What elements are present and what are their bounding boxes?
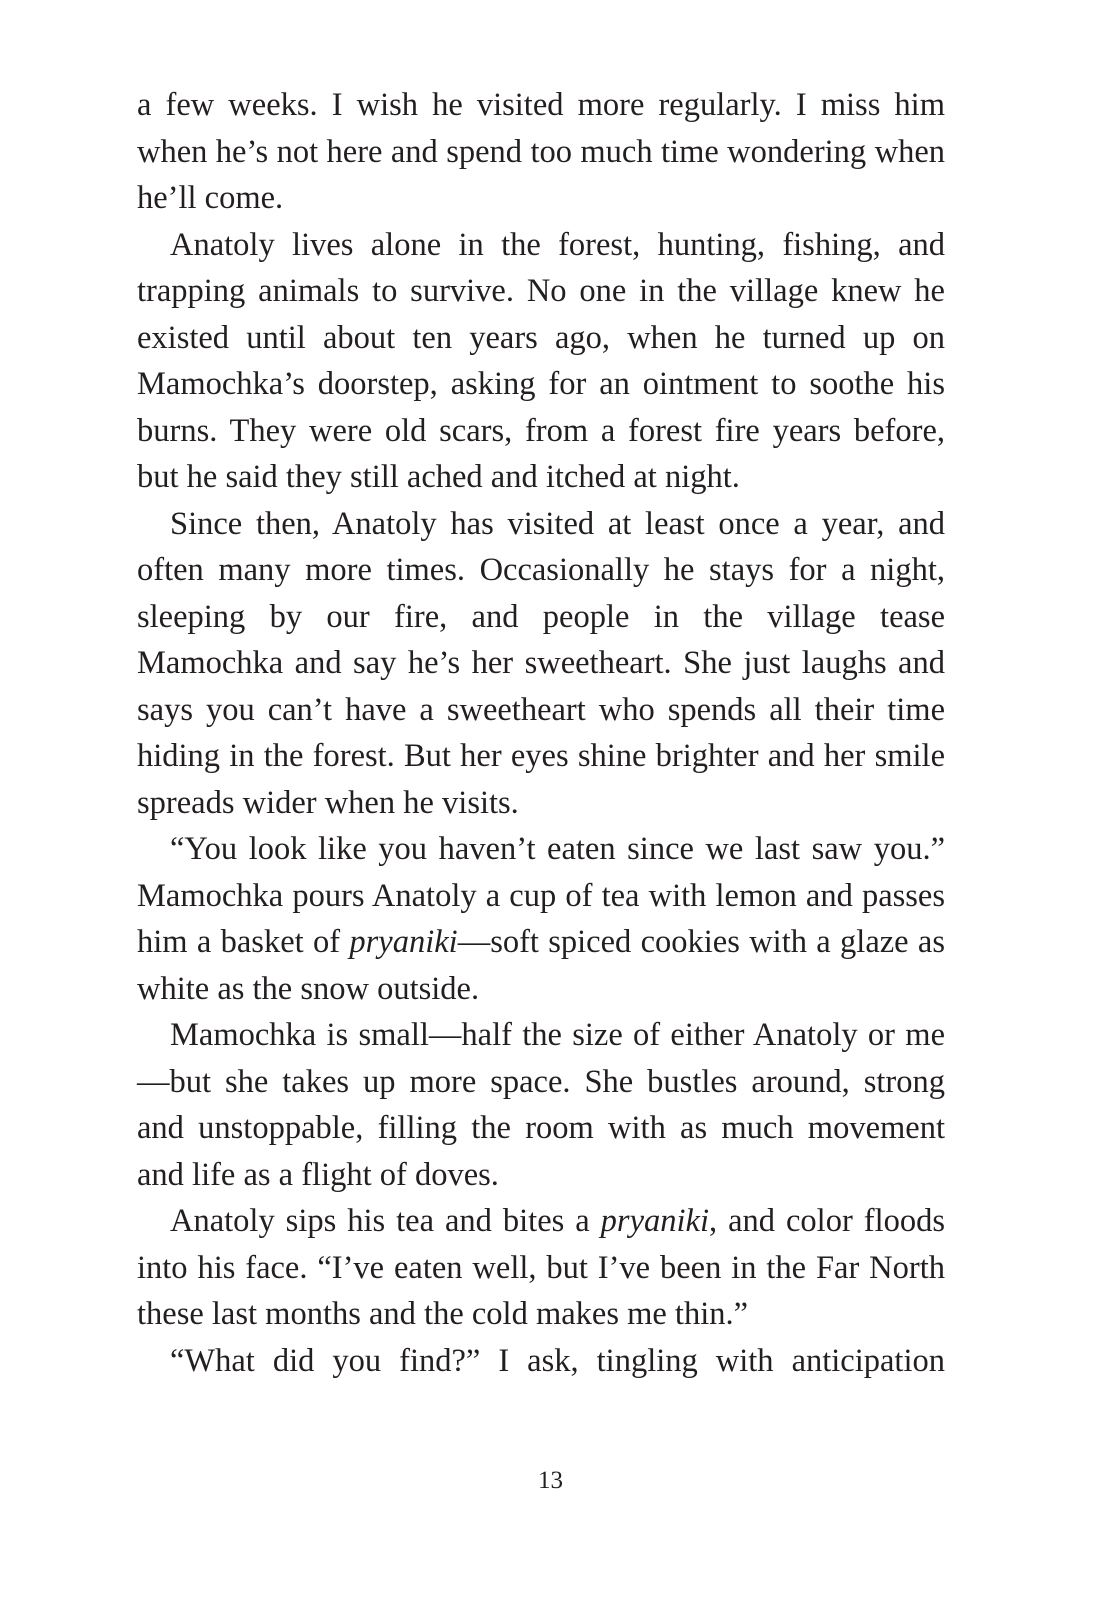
italic-term: pryaniki <box>349 924 458 960</box>
paragraph-text: “What did you find?” I ask, tingling with anticipation <box>170 1342 945 1379</box>
paragraph-text: , and color floods into his face. “I’ve eaten well, but I’ve been in the Far North these last months and the cold makes me thin.” <box>137 1203 945 1332</box>
paragraph <box>137 1198 945 1338</box>
paragraph-text: Anatoly sips his tea and bites a <box>170 1203 601 1239</box>
page-number: 13 <box>538 1467 563 1494</box>
body-text <box>137 82 945 1384</box>
paragraph <box>137 82 945 222</box>
paragraph <box>137 501 945 827</box>
paragraph <box>137 1338 945 1385</box>
paragraph-text: a few weeks. I wish he visited more regularly. I miss him when he’s not here and spend too much time wondering when he’ll come. <box>137 87 945 216</box>
paragraph-text: Anatoly lives alone in the forest, hunting, fishing, and trapping animals to survive. No one in the village knew he existed until about ten years ago, when he turned up on Mamochka’s doorstep, asking for an ointment to soothe his burns. They were old scars, from a forest fire years before, but he said they still ached and itched at night. <box>137 226 945 495</box>
italic-term: pryaniki <box>600 1203 709 1239</box>
paragraph-text: —soft spiced cookies with a glaze as white as the snow outside. <box>137 924 945 1007</box>
paragraph <box>137 826 945 1012</box>
paragraph-text: Mamochka is small—half the size of either Anatoly or me—but she takes up more space. She bustles around, strong and unstoppable, filling the room with as much movement and life as a flight of doves. <box>137 1017 945 1193</box>
paragraph-text: Since then, Anatoly has visited at least once a year, and often many more times. Occasionally he stays for a night, sleeping by our fire, and people in the village tease Mamochka and say he’s her sweetheart. She just laughs and says you can’t have a sweetheart who spends all their time hiding in the forest. But her eyes shine brighter and her smile spreads wider when he visits. <box>137 505 945 821</box>
paragraph <box>137 222 945 501</box>
paragraph <box>137 1012 945 1198</box>
paragraph-text: “You look like you haven’t eaten since we last saw you.” Mamochka pours Anatoly a cup of tea with lemon and passes him a basket of <box>137 831 945 960</box>
